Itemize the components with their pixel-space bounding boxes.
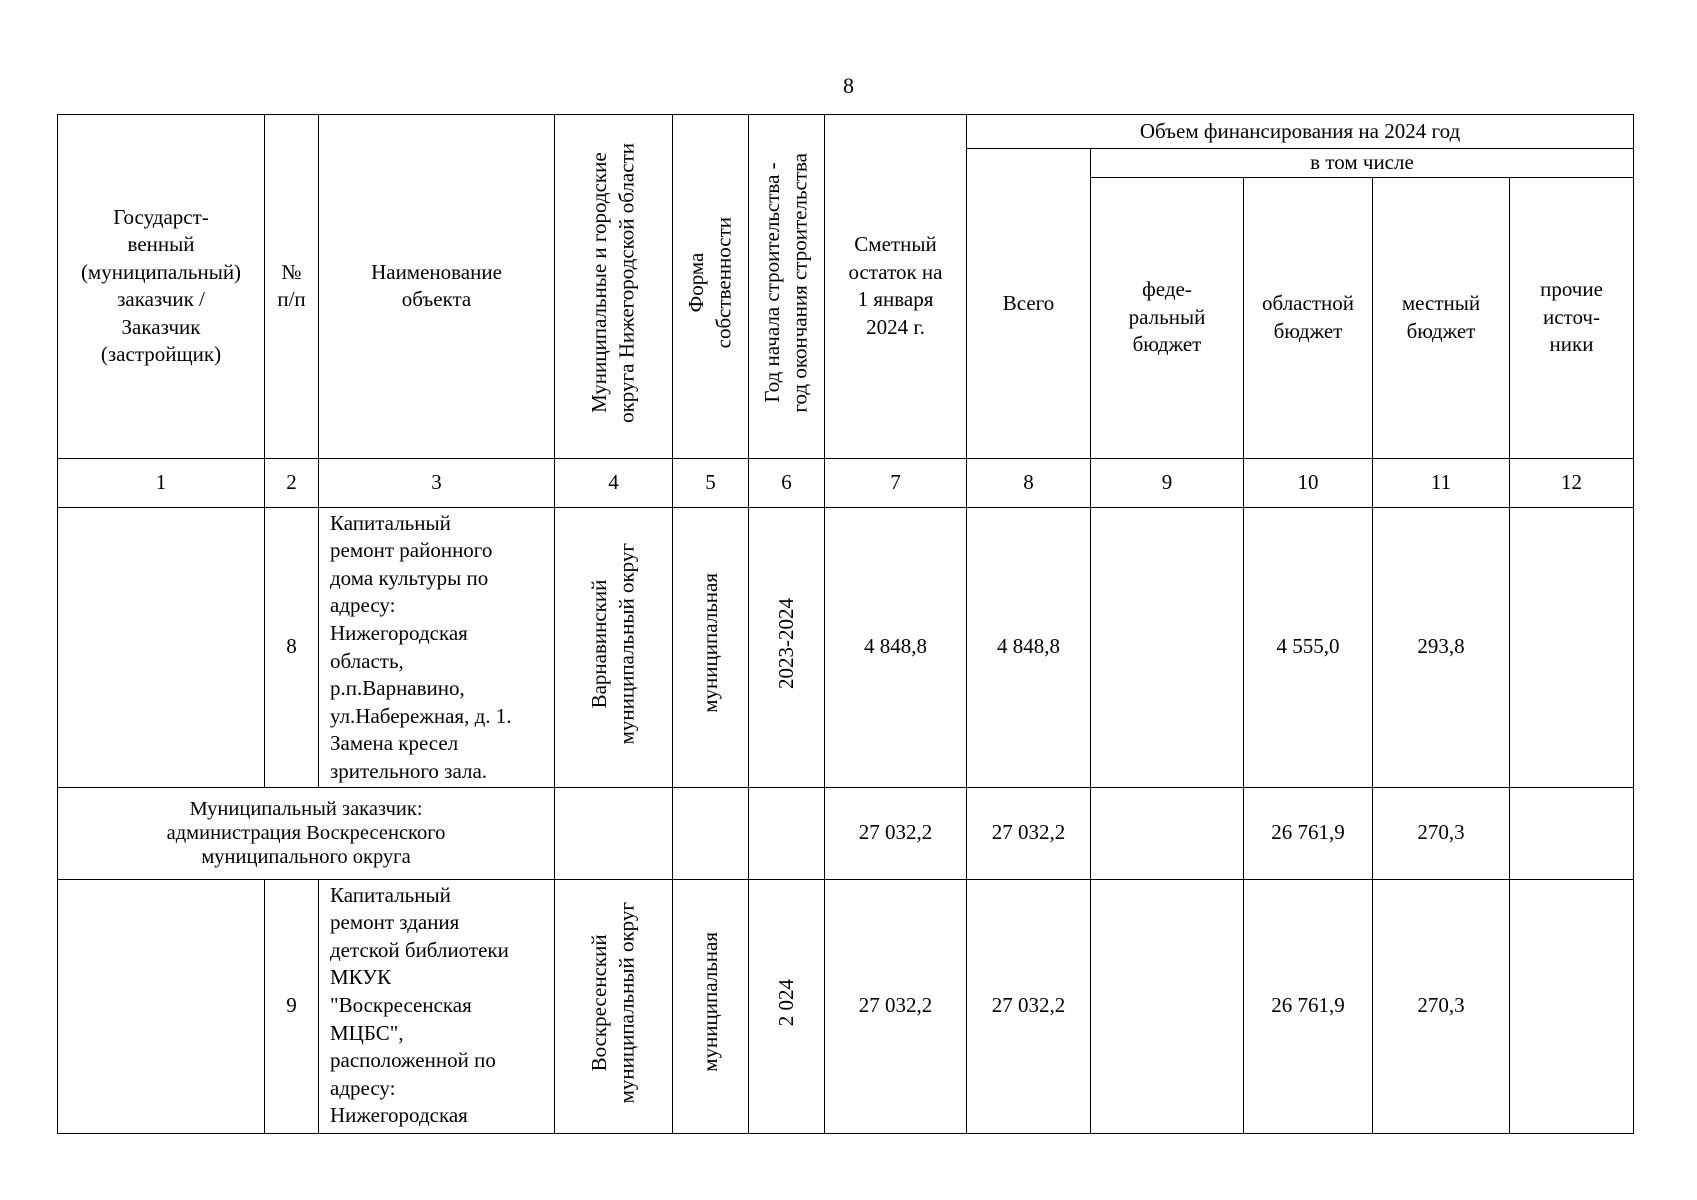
- column-number: 7: [825, 458, 967, 507]
- ownership-cell: [673, 879, 749, 1133]
- remainder-value: 27 032,2: [825, 879, 967, 1133]
- local-value: 293,8: [1373, 507, 1510, 787]
- municipal-customer-label: Муниципальный заказчик: администрация Воскресенского муниципального округа: [58, 787, 555, 879]
- header-including: в том числе: [1091, 149, 1634, 178]
- federal-value: [1091, 787, 1244, 879]
- header-number: № п/п: [265, 115, 319, 459]
- header-local: местный бюджет: [1373, 177, 1510, 458]
- header-years: [749, 115, 825, 459]
- regional-value: 4 555,0: [1244, 507, 1373, 787]
- local-value: 270,3: [1373, 787, 1510, 879]
- ownership-cell: [673, 507, 749, 787]
- table-row: [58, 879, 1634, 1133]
- district-text: Воскресенский муниципальный округ: [586, 901, 639, 1103]
- district-text: Варнавинский муниципальный округ: [586, 542, 639, 744]
- header-ownership: [673, 115, 749, 459]
- remainder-value: 4 848,8: [825, 507, 967, 787]
- years-text: 2 024: [773, 978, 798, 1026]
- header-years-text: Год начала строительства - год окончания строительства: [759, 152, 812, 413]
- header-object-name: Наименование объекта: [319, 115, 555, 459]
- page-number: 8: [843, 73, 854, 98]
- column-number-row: [58, 458, 1634, 507]
- ownership-text: муниципальная: [697, 573, 722, 714]
- total-value: 4 848,8: [967, 507, 1091, 787]
- district-cell: [555, 507, 673, 787]
- regional-value: 26 761,9: [1244, 879, 1373, 1133]
- other-value: [1510, 787, 1634, 879]
- header-ownership-text: Форма собственности: [683, 216, 736, 349]
- other-value: [1510, 879, 1634, 1133]
- column-number: 3: [319, 458, 555, 507]
- ownership-text: муниципальная: [697, 932, 722, 1073]
- column-number: 6: [749, 458, 825, 507]
- local-value: 270,3: [1373, 879, 1510, 1133]
- header-federal: феде- ральный бюджет: [1091, 177, 1244, 458]
- column-number: 4: [555, 458, 673, 507]
- regional-value: 26 761,9: [1244, 787, 1373, 879]
- column-number: 12: [1510, 458, 1634, 507]
- financing-table: [57, 114, 1634, 1134]
- years-cell: [749, 879, 825, 1133]
- object-name: Капитальный ремонт здания детской библиотеки МКУК "Воскресенская МЦБС", расположенной по адресу: Нижегородская: [319, 879, 555, 1133]
- header-regional: областной бюджет: [1244, 177, 1373, 458]
- header-customer: Государст- венный (муниципальный) заказчик / Заказчик (застройщик): [58, 115, 265, 459]
- district-cell: [555, 879, 673, 1133]
- total-value: 27 032,2: [967, 879, 1091, 1133]
- header-other: прочие источ- ники: [1510, 177, 1634, 458]
- customer-cell: [58, 507, 265, 787]
- years-text: 2023-2024: [773, 597, 798, 689]
- summary-row: [58, 787, 1634, 879]
- years-cell: [749, 507, 825, 787]
- header-financing: Объем финансирования на 2024 год: [967, 115, 1634, 149]
- customer-cell: [58, 879, 265, 1133]
- column-number: 1: [58, 458, 265, 507]
- other-value: [1510, 507, 1634, 787]
- row-number: 9: [265, 879, 319, 1133]
- table-row: [58, 507, 1634, 787]
- total-value: 27 032,2: [967, 787, 1091, 879]
- column-number: 11: [1373, 458, 1510, 507]
- federal-value: [1091, 507, 1244, 787]
- column-number: 8: [967, 458, 1091, 507]
- header-district: [555, 115, 673, 459]
- header-total: Всего: [967, 149, 1091, 459]
- column-number: 5: [673, 458, 749, 507]
- object-name: Капитальный ремонт районного дома культуры по адресу: Нижегородская область, р.п.Варнавино, ул.Набережная, д. 1. Замена кресел зрительного зала.: [319, 507, 555, 787]
- district-cell: [555, 787, 673, 879]
- column-number: 9: [1091, 458, 1244, 507]
- column-number: 2: [265, 458, 319, 507]
- header-district-text: Муниципальные и городские округа Нижегородской области: [586, 142, 639, 423]
- remainder-value: 27 032,2: [825, 787, 967, 879]
- ownership-cell: [673, 787, 749, 879]
- column-number: 10: [1244, 458, 1373, 507]
- row-number: 8: [265, 507, 319, 787]
- federal-value: [1091, 879, 1244, 1133]
- years-cell: [749, 787, 825, 879]
- header-remainder: Сметный остаток на 1 января 2024 г.: [825, 115, 967, 459]
